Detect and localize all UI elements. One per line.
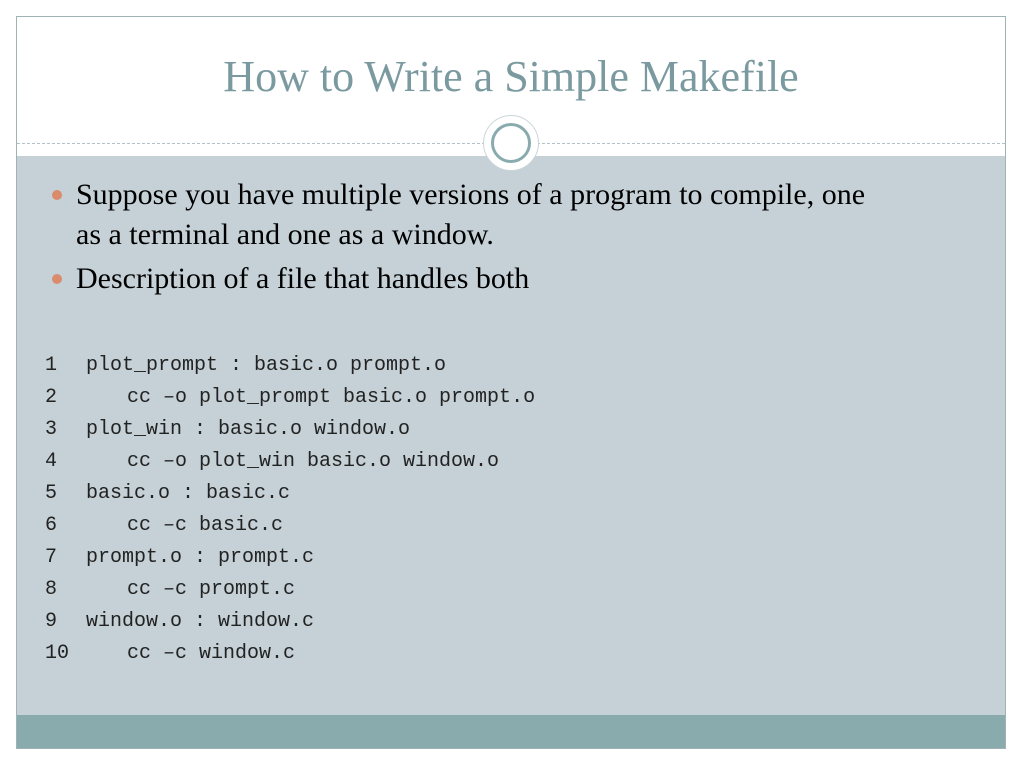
makefile-code	[45, 350, 535, 670]
line-number: 10	[45, 642, 70, 665]
code-text: prompt.o : prompt.c	[86, 546, 315, 569]
bullet-text: Suppose you have multiple versions of a program to compile, one as a terminal and one as a window.	[76, 178, 866, 251]
code-line	[45, 574, 535, 606]
bullet-dot-icon	[52, 190, 62, 200]
code-line	[45, 542, 535, 574]
line-number: 1	[45, 354, 58, 377]
code-line	[45, 478, 535, 510]
code-text: cc –c window.c	[127, 642, 296, 665]
code-text: cc –o plot_prompt basic.o prompt.o	[127, 386, 536, 409]
code-line	[45, 638, 535, 670]
slide-title: How to Write a Simple Makefile	[223, 52, 799, 101]
slide	[16, 16, 1006, 749]
code-text: plot_prompt : basic.o prompt.o	[86, 354, 447, 377]
line-number: 9	[45, 610, 58, 633]
code-text: cc –c prompt.c	[127, 578, 296, 601]
circle-ring-icon	[483, 115, 539, 171]
code-text: cc –c basic.c	[127, 514, 284, 537]
code-text: plot_win : basic.o window.o	[86, 418, 411, 441]
line-number: 5	[45, 482, 58, 505]
code-text: window.o : window.c	[86, 610, 315, 633]
bullet-item	[49, 175, 889, 255]
line-number: 7	[45, 546, 58, 569]
code-text: cc –o plot_win basic.o window.o	[127, 450, 500, 473]
bottom-bar	[17, 715, 1005, 749]
code-text: basic.o : basic.c	[86, 482, 291, 505]
code-line	[45, 414, 535, 446]
line-number: 4	[45, 450, 58, 473]
line-number: 3	[45, 418, 58, 441]
code-line	[45, 350, 535, 382]
line-number: 8	[45, 578, 58, 601]
bullet-item	[49, 259, 889, 299]
bullet-dot-icon	[52, 274, 62, 284]
code-line	[45, 446, 535, 478]
inner-ring	[491, 123, 531, 163]
code-line	[45, 606, 535, 638]
line-number: 2	[45, 386, 58, 409]
bullet-list	[49, 175, 889, 303]
line-number: 6	[45, 514, 58, 537]
code-line	[45, 510, 535, 542]
bullet-text: Description of a file that handles both	[76, 262, 530, 295]
code-line	[45, 382, 535, 414]
